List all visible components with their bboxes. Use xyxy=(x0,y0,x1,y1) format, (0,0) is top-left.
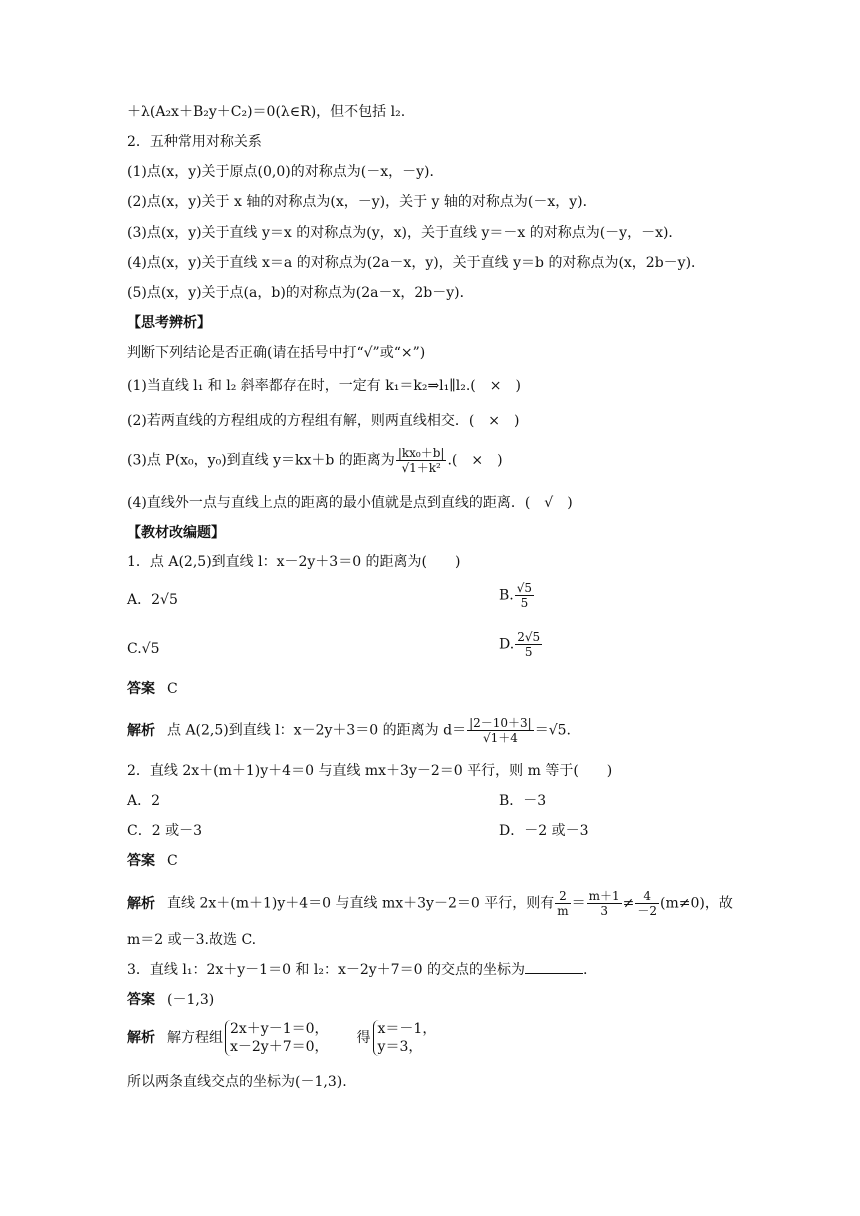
answer-label: 答案 xyxy=(127,853,155,869)
q2-option-a: A．2 xyxy=(127,793,161,809)
question-text: . xyxy=(582,962,588,978)
fraction-numerator: m＋1 xyxy=(588,889,620,903)
text-line: (5)点(x，y)关于点(a，b)的对称点为(2a－x，2b－y)． xyxy=(127,285,474,301)
q1-option-d xyxy=(499,630,543,659)
statement-2: (2)若两直线的方程组成的方程组有解，则两直线相交．( × ) xyxy=(127,413,520,429)
fraction-numerator: 2 xyxy=(555,889,570,904)
analysis-text: 得 xyxy=(356,1030,371,1046)
equation-system xyxy=(225,1020,329,1056)
fraction-numerator: |kx₀＋b| xyxy=(397,446,445,460)
text-line: (3)点(x，y)关于直线 y＝x 的对称点为(y，x)，关于直线 y＝－x 的对称点为(－y，－x)． xyxy=(127,225,683,241)
analysis-text: (m≠0)，故 xyxy=(660,895,733,912)
q2-option-c: C．2 或－3 xyxy=(127,823,202,839)
fraction-denominator: 3 xyxy=(600,904,608,918)
statement-3-mark: .( × ) xyxy=(447,452,503,469)
equals-sign: ＝ xyxy=(571,895,586,912)
statement-3-text: (3)点 P(x₀，y₀)到直线 y＝kx＋b 的距离为 xyxy=(127,452,395,469)
answer-value: (－1,3) xyxy=(167,992,215,1008)
analysis-1 xyxy=(127,716,571,745)
fraction-numerator: √5 xyxy=(516,581,533,595)
analysis-2 xyxy=(127,889,733,918)
analysis-text: ＝√5. xyxy=(534,722,571,739)
text-line: (1)点(x，y)关于原点(0,0)的对称点为(－x，－y)． xyxy=(127,164,444,180)
q1-option-a: A．2√5 xyxy=(127,592,178,608)
fraction-denominator: 5 xyxy=(524,645,533,659)
analysis-fraction xyxy=(587,889,622,918)
solution: y＝3， xyxy=(377,1039,423,1055)
answer-label: 答案 xyxy=(127,992,155,1008)
question-1: 1．点 A(2,5)到直线 l：x－2y＋3＝0 的距离为( ) xyxy=(127,554,461,570)
q2-options-row2 xyxy=(127,822,589,840)
solution: x＝－1， xyxy=(377,1021,437,1037)
analysis-label: 解析 xyxy=(127,1030,155,1046)
answer-label: 答案 xyxy=(127,681,155,697)
option-label: D. xyxy=(499,636,515,653)
analysis-fraction xyxy=(555,889,570,918)
equation: 2x＋y－1＝0， xyxy=(230,1021,329,1037)
analysis-3-conclusion: 所以两条直线交点的坐标为(－1,3). xyxy=(127,1074,347,1090)
analysis-label: 解析 xyxy=(127,895,155,912)
text-line: (4)点(x，y)关于直线 x＝a 的对称点为(2a－x，y)，关于直线 y＝b 的对称点为(x，2b－y)． xyxy=(127,255,706,271)
fraction-denominator: m xyxy=(557,904,569,918)
fraction-denominator: 5 xyxy=(520,596,529,610)
statement-3 xyxy=(127,446,503,475)
analysis-fraction xyxy=(467,716,534,745)
analysis-text: 直线 2x＋(m＋1)y＋4＝0 与直线 mx＋3y－2＝0 平行，则有 xyxy=(167,895,555,912)
statement-4: (4)直线外一点与直线上点的距离的最小值就是点到直线的距离．( √ ) xyxy=(127,495,573,511)
text-line: ＋λ(A₂x＋B₂y＋C₂)＝0(λ∈R)，但不包括 l₂. xyxy=(127,104,406,120)
question-text: 3．直线 l₁：2x＋y－1＝0 和 l₂：x－2y＋7＝0 的交点的坐标为 xyxy=(127,962,525,978)
analysis-fraction xyxy=(635,889,659,918)
solution-system xyxy=(373,1020,437,1056)
analysis-3 xyxy=(127,1020,436,1056)
fraction-denominator: √1＋4 xyxy=(482,731,518,745)
q2-option-b: B．－3 xyxy=(499,793,547,809)
text-line: 判断下列结论是否正确(请在括号中打“√”或“×”) xyxy=(127,345,426,361)
question-3 xyxy=(127,961,587,979)
section-heading-textbook: 【教材改编题】 xyxy=(127,525,225,541)
distance-fraction xyxy=(396,446,447,475)
option-fraction xyxy=(515,581,534,610)
fraction-denominator: －2 xyxy=(637,904,658,918)
section-heading-thinking: 【思考辨析】 xyxy=(127,315,211,331)
fraction-numerator: 2√5 xyxy=(517,630,541,644)
fraction-numerator: |2－10＋3| xyxy=(469,716,532,730)
not-equal-sign: ≠ xyxy=(622,895,635,912)
q1-option-c: C.√5 xyxy=(127,641,160,657)
q1-options-row2 xyxy=(127,630,541,659)
fraction-numerator: 4 xyxy=(635,889,659,904)
analysis-text: 解方程组 xyxy=(167,1030,223,1046)
option-fraction xyxy=(515,630,542,659)
analysis-label: 解析 xyxy=(127,722,155,739)
analysis-2-continued: m＝2 或－3.故选 C. xyxy=(127,932,257,948)
answer-1 xyxy=(127,680,178,698)
answer-2 xyxy=(127,852,178,870)
question-2: 2．直线 2x＋(m＋1)y＋4＝0 与直线 mx＋3y－2＝0 平行，则 m 等于( ) xyxy=(127,763,613,779)
equation: x－2y＋7＝0， xyxy=(230,1039,329,1055)
answer-3 xyxy=(127,991,214,1009)
section-heading: 2．五种常用对称关系 xyxy=(127,134,262,150)
option-label: B. xyxy=(499,587,514,604)
q1-options-row1 xyxy=(127,581,533,610)
q2-option-d: D．－2 或－3 xyxy=(499,823,589,839)
q1-option-b xyxy=(499,581,535,610)
q2-options-row1 xyxy=(127,792,547,810)
answer-blank xyxy=(525,961,583,974)
fraction-denominator: √1＋k² xyxy=(401,461,441,475)
text-line: (2)点(x，y)关于 x 轴的对称点为(x，－y)，关于 y 轴的对称点为(－x，y)． xyxy=(127,194,597,210)
analysis-text: 点 A(2,5)到直线 l：x－2y＋3＝0 的距离为 d＝ xyxy=(167,722,467,739)
answer-value: C xyxy=(167,681,178,697)
statement-1: (1)当直线 l₁ 和 l₂ 斜率都存在时，一定有 k₁＝k₂⇒l₁∥l₂.( × ) xyxy=(127,378,521,394)
answer-value: C xyxy=(167,853,178,869)
